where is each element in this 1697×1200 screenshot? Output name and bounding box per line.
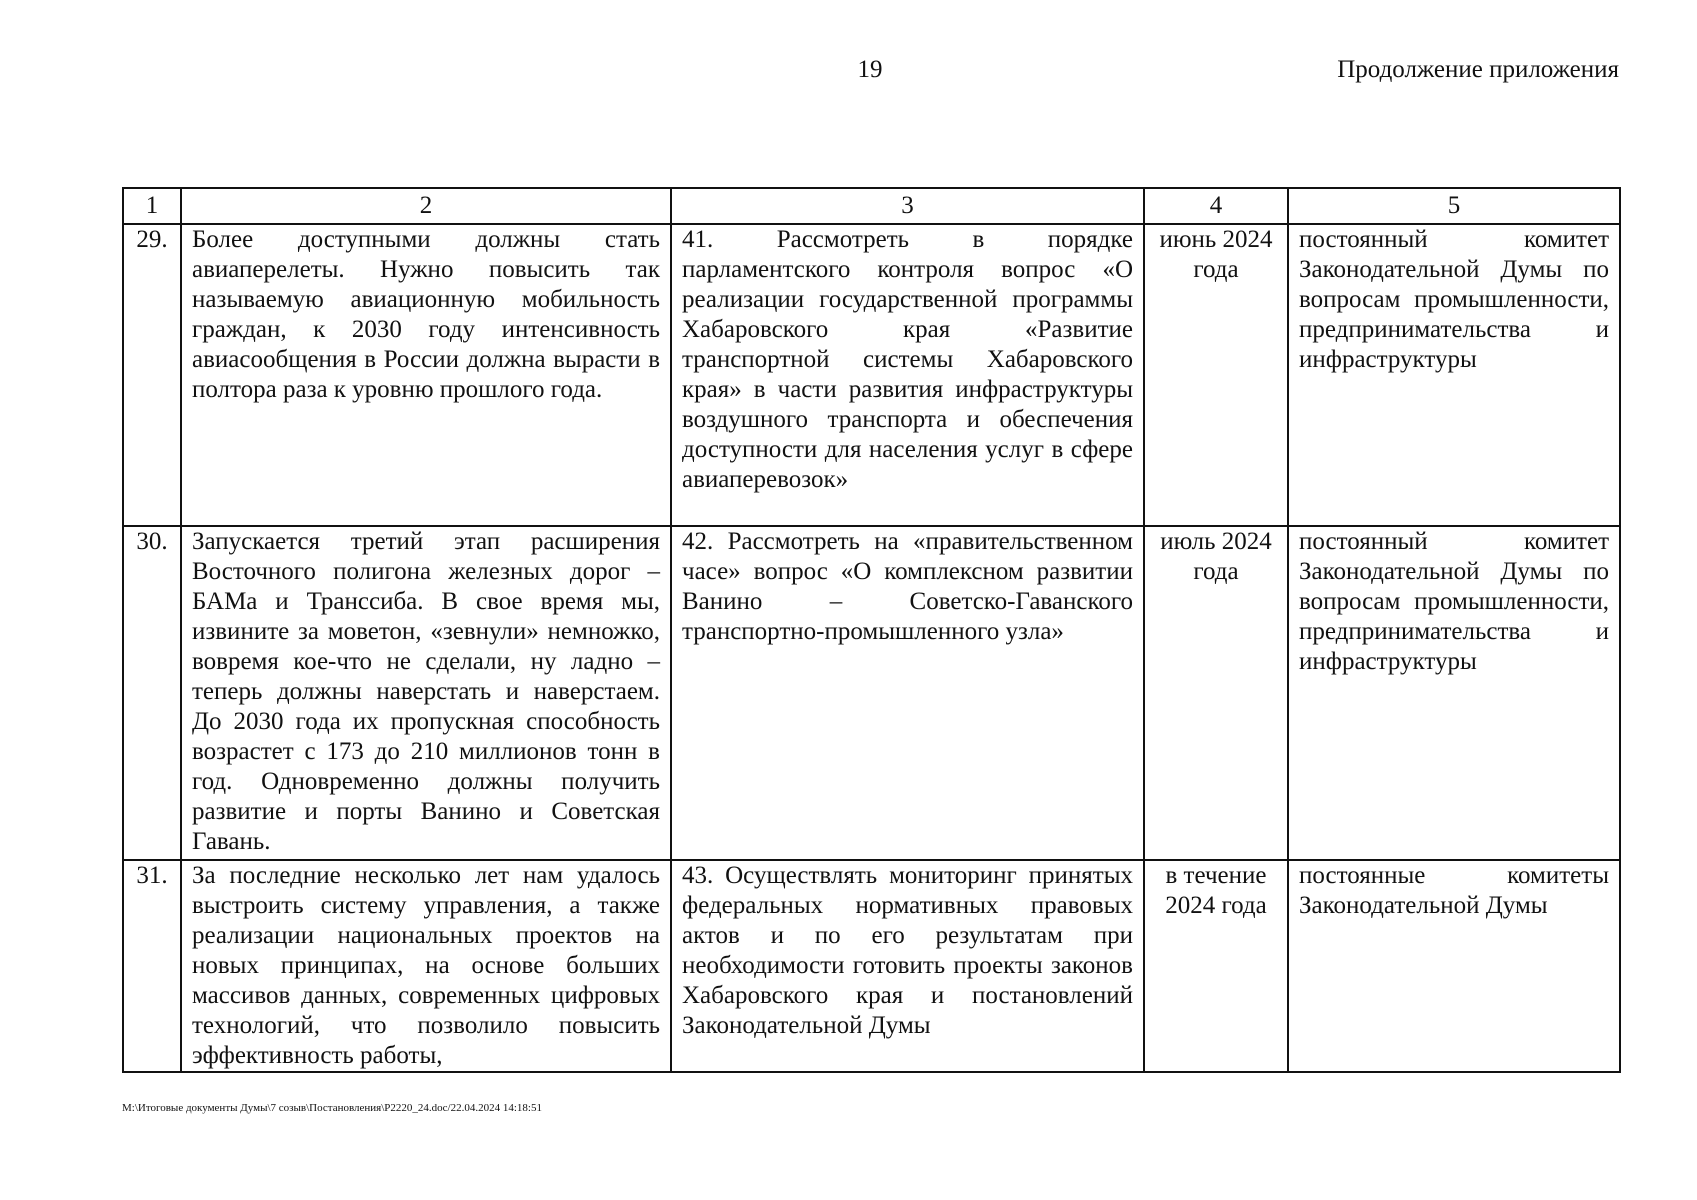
table-row: [123, 860, 1620, 1072]
column-header: 3: [671, 188, 1144, 224]
responsible-cell: постоянный комитет Законодательной Думы по вопросам промышленности, предпринимательства и инфраструктуры: [1288, 224, 1620, 526]
thesis-cell: Запускается третий этап расширения Восточного полигона железных дорог – БАМа и Транссиба. В свое время мы, извините за моветон, «зевнули» немножко, вовремя кое-что не сделали, ну ладно – теперь должны наверстать и наверстаем. До 2030 года их пропускная способность возрастет с 173 до 210 миллионов тонн в год. Одновременно должны получить развитие и порты Ванино и Советская Гавань.: [181, 526, 671, 860]
row-number: 29.: [123, 224, 181, 526]
row-number: 30.: [123, 526, 181, 860]
table-row: [123, 224, 1620, 526]
thesis-cell: Более доступными должны стать авиаперелеты. Нужно повысить так называемую авиационную мобильность граждан, к 2030 году интенсивность авиасообщения в России должна вырасти в полтора раза к уровню прошлого года.: [181, 224, 671, 526]
table-header-row: [123, 188, 1620, 224]
deadline-cell: в течение 2024 года: [1144, 860, 1288, 1072]
deadline-cell: июль 2024 года: [1144, 526, 1288, 860]
column-header: 1: [123, 188, 181, 224]
column-header: 4: [1144, 188, 1288, 224]
column-header: 2: [181, 188, 671, 224]
table-row: [123, 526, 1620, 860]
row-number: 31.: [123, 860, 181, 1072]
action-cell: 41. Рассмотреть в порядке парламентского контроля вопрос «О реализации государственной программы Хабаровского края «Развитие транспортной системы Хабаровского края» в части развития инфраструктуры воздушного транспорта и обеспечения доступности для населения услуг в сфере авиаперевозок»: [671, 224, 1144, 526]
action-cell: 43. Осуществлять мониторинг принятых федеральных нормативных правовых актов и по его результатам при необходимости готовить проекты законов Хабаровского края и постановлений Законодательной Думы: [671, 860, 1144, 1072]
deadline-cell: июнь 2024 года: [1144, 224, 1288, 526]
page-number: 19: [857, 56, 883, 83]
document-path: M:\Итоговые документы Думы\7 созыв\Постановления\P2220_24.doc/22.04.2024 14:18:51: [122, 1102, 542, 1114]
column-header: 5: [1288, 188, 1620, 224]
responsible-cell: постоянный комитет Законодательной Думы по вопросам промышленности, предпринимательства и инфраструктуры: [1288, 526, 1620, 860]
responsible-cell: постоянные комитеты Законодательной Думы: [1288, 860, 1620, 1072]
continuation-label: Продолжение приложения: [1337, 56, 1619, 83]
thesis-cell: За последние несколько лет нам удалось выстроить систему управления, а также реализации национальных проектов на новых принципах, на основе больших массивов данных, современных цифровых технологий, что позволило повысить эффективность работы,: [181, 860, 671, 1072]
action-cell: 42. Рассмотреть на «правительственном часе» вопрос «О комплексном развитии Ванино – Советско-Гаванского транспортно-промышленного узла»: [671, 526, 1144, 860]
appendix-table: [122, 187, 1621, 1073]
